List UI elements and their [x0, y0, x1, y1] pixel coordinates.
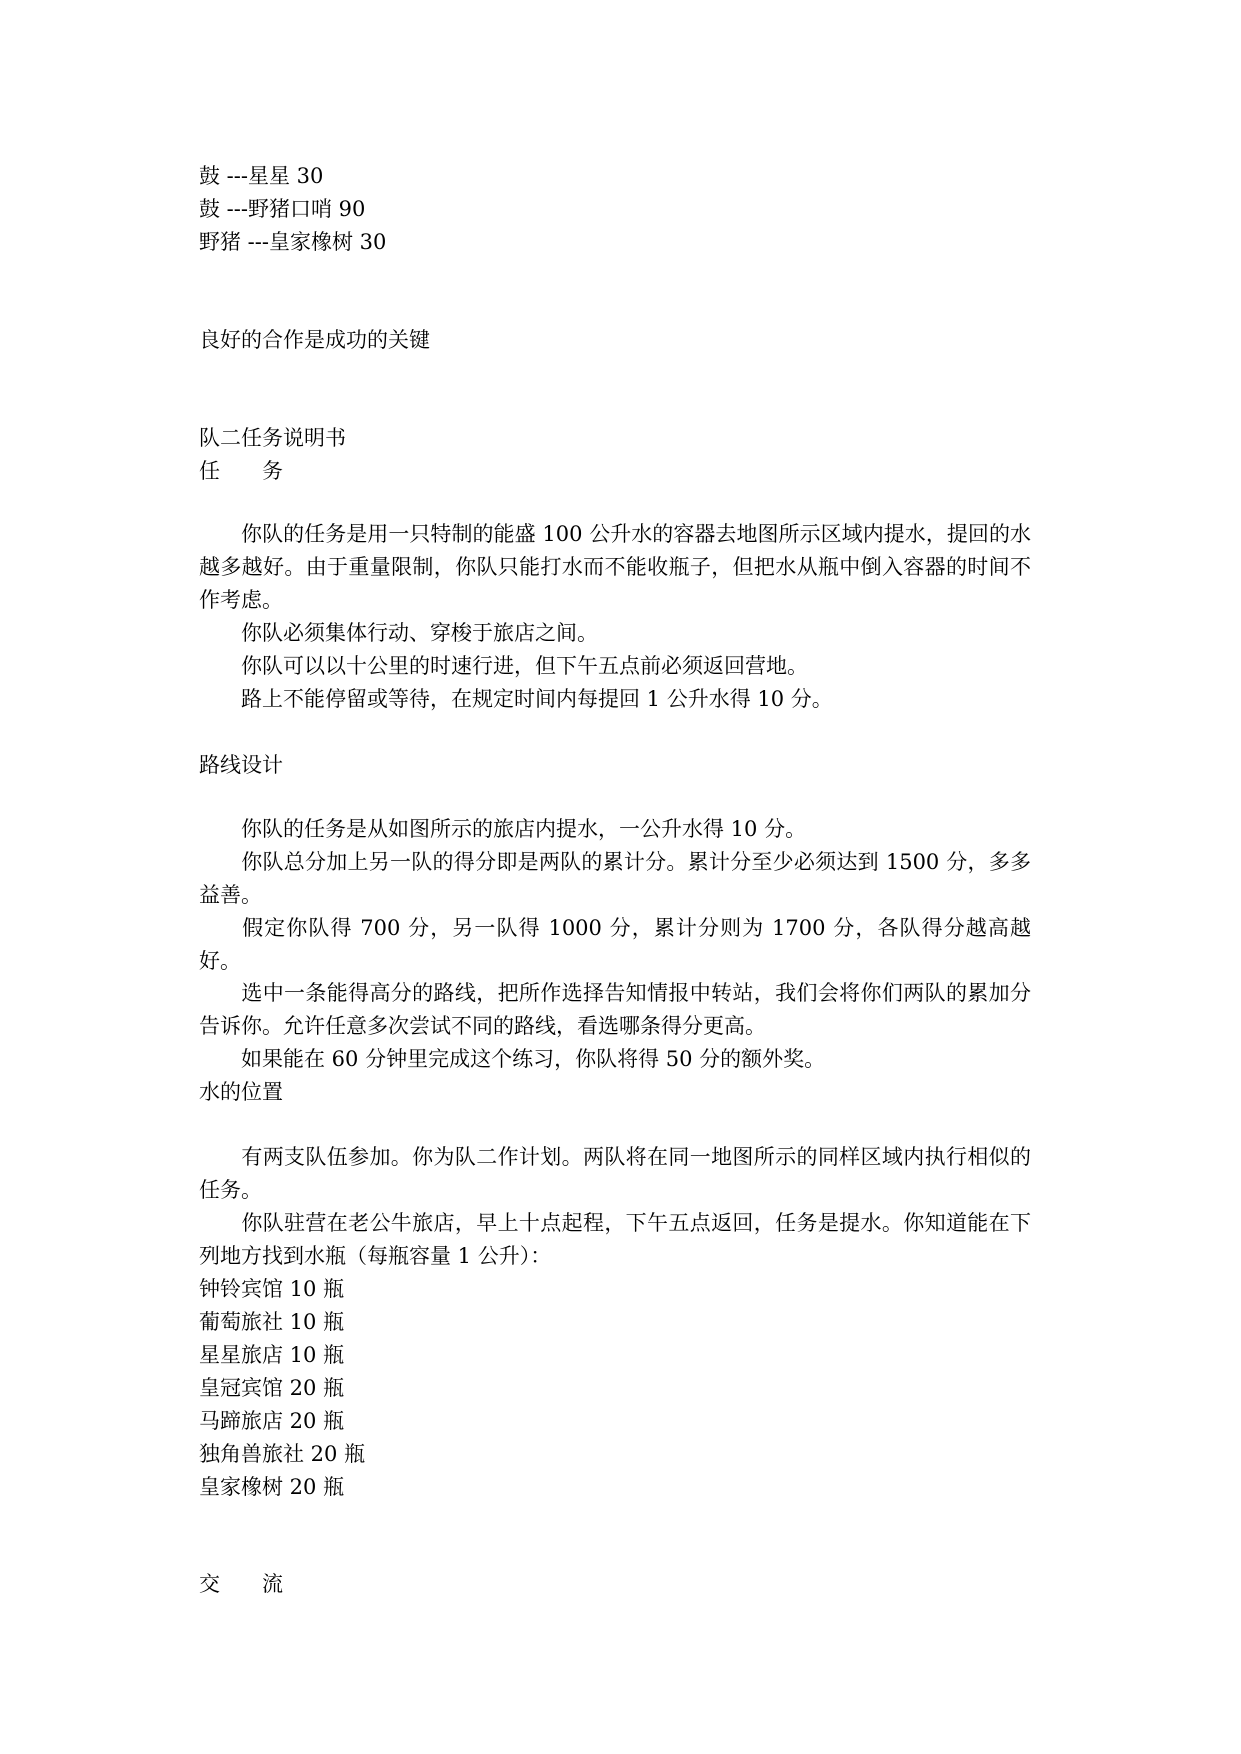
task-title	[199, 457, 283, 485]
motto: 良好的合作是成功的关键	[199, 328, 430, 352]
water-location-paragraph-1: 有两支队伍参加。你为队二作计划。两队将在同一地图所示的同样区域内执行相似的任务。	[199, 1145, 1031, 1202]
water-list-item-2: 葡萄旅社 10 瓶	[199, 1310, 345, 1334]
task-paragraph-2: 你队必须集体行动、穿梭于旅店之间。	[241, 621, 598, 645]
water-list-item-4: 皇冠宾馆 20 瓶	[199, 1376, 345, 1400]
route-line-1: 鼓 ---星星 30	[199, 164, 324, 188]
doc-heading: 队二任务说明书	[199, 426, 346, 450]
task-title-char-2: 务	[262, 459, 283, 483]
water-list-item-1: 钟铃宾馆 10 瓶	[199, 1277, 345, 1301]
exchange-title	[199, 1570, 283, 1598]
water-location-title: 水的位置	[199, 1080, 283, 1104]
water-location-paragraph-2: 你队驻营在老公牛旅店，早上十点起程，下午五点返回，任务是提水。你知道能在下列地方找到水瓶（每瓶容量 1 公升）：	[199, 1211, 1031, 1268]
water-list-item-3: 星星旅店 10 瓶	[199, 1343, 345, 1367]
route-design-title: 路线设计	[199, 753, 283, 777]
route-design-paragraph-3: 假定你队得 700 分，另一队得 1000 分，累计分则为 1700 分，各队得分越高越好。	[199, 916, 1031, 973]
exchange-title-char-1: 交	[199, 1572, 220, 1596]
water-list-item-5: 马蹄旅店 20 瓶	[199, 1409, 345, 1433]
route-design-paragraph-2: 你队总分加上另一队的得分即是两队的累计分。累计分至少必须达到 1500 分，多多益善。	[199, 850, 1031, 907]
route-design-paragraph-4: 选中一条能得高分的路线，把所作选择告知情报中转站，我们会将你们两队的累加分告诉你。允许任意多次尝试不同的路线，看选哪条得分更高。	[199, 981, 1031, 1038]
route-design-paragraph-1: 你队的任务是从如图所示的旅店内提水，一公升水得 10 分。	[241, 817, 807, 841]
route-design-paragraph-5: 如果能在 60 分钟里完成这个练习，你队将得 50 分的额外奖。	[241, 1047, 826, 1071]
route-line-3: 野猪 ---皇家橡树 30	[199, 230, 387, 254]
task-title-char-1: 任	[199, 459, 220, 483]
route-line-2: 鼓 ---野猪口哨 90	[199, 197, 366, 221]
task-paragraph-1: 你队的任务是用一只特制的能盛 100 公升水的容器去地图所示区域内提水，提回的水越多越好。由于重量限制，你队只能打水而不能收瓶子，但把水从瓶中倒入容器的时间不作考虑。	[199, 522, 1031, 612]
water-list-item-7: 皇家橡树 20 瓶	[199, 1475, 345, 1499]
water-list-item-6: 独角兽旅社 20 瓶	[199, 1442, 366, 1466]
task-paragraph-3: 你队可以以十公里的时速行进，但下午五点前必须返回营地。	[241, 654, 808, 678]
task-paragraph-4: 路上不能停留或等待，在规定时间内每提回 1 公升水得 10 分。	[241, 687, 833, 711]
exchange-title-char-2: 流	[262, 1572, 283, 1596]
